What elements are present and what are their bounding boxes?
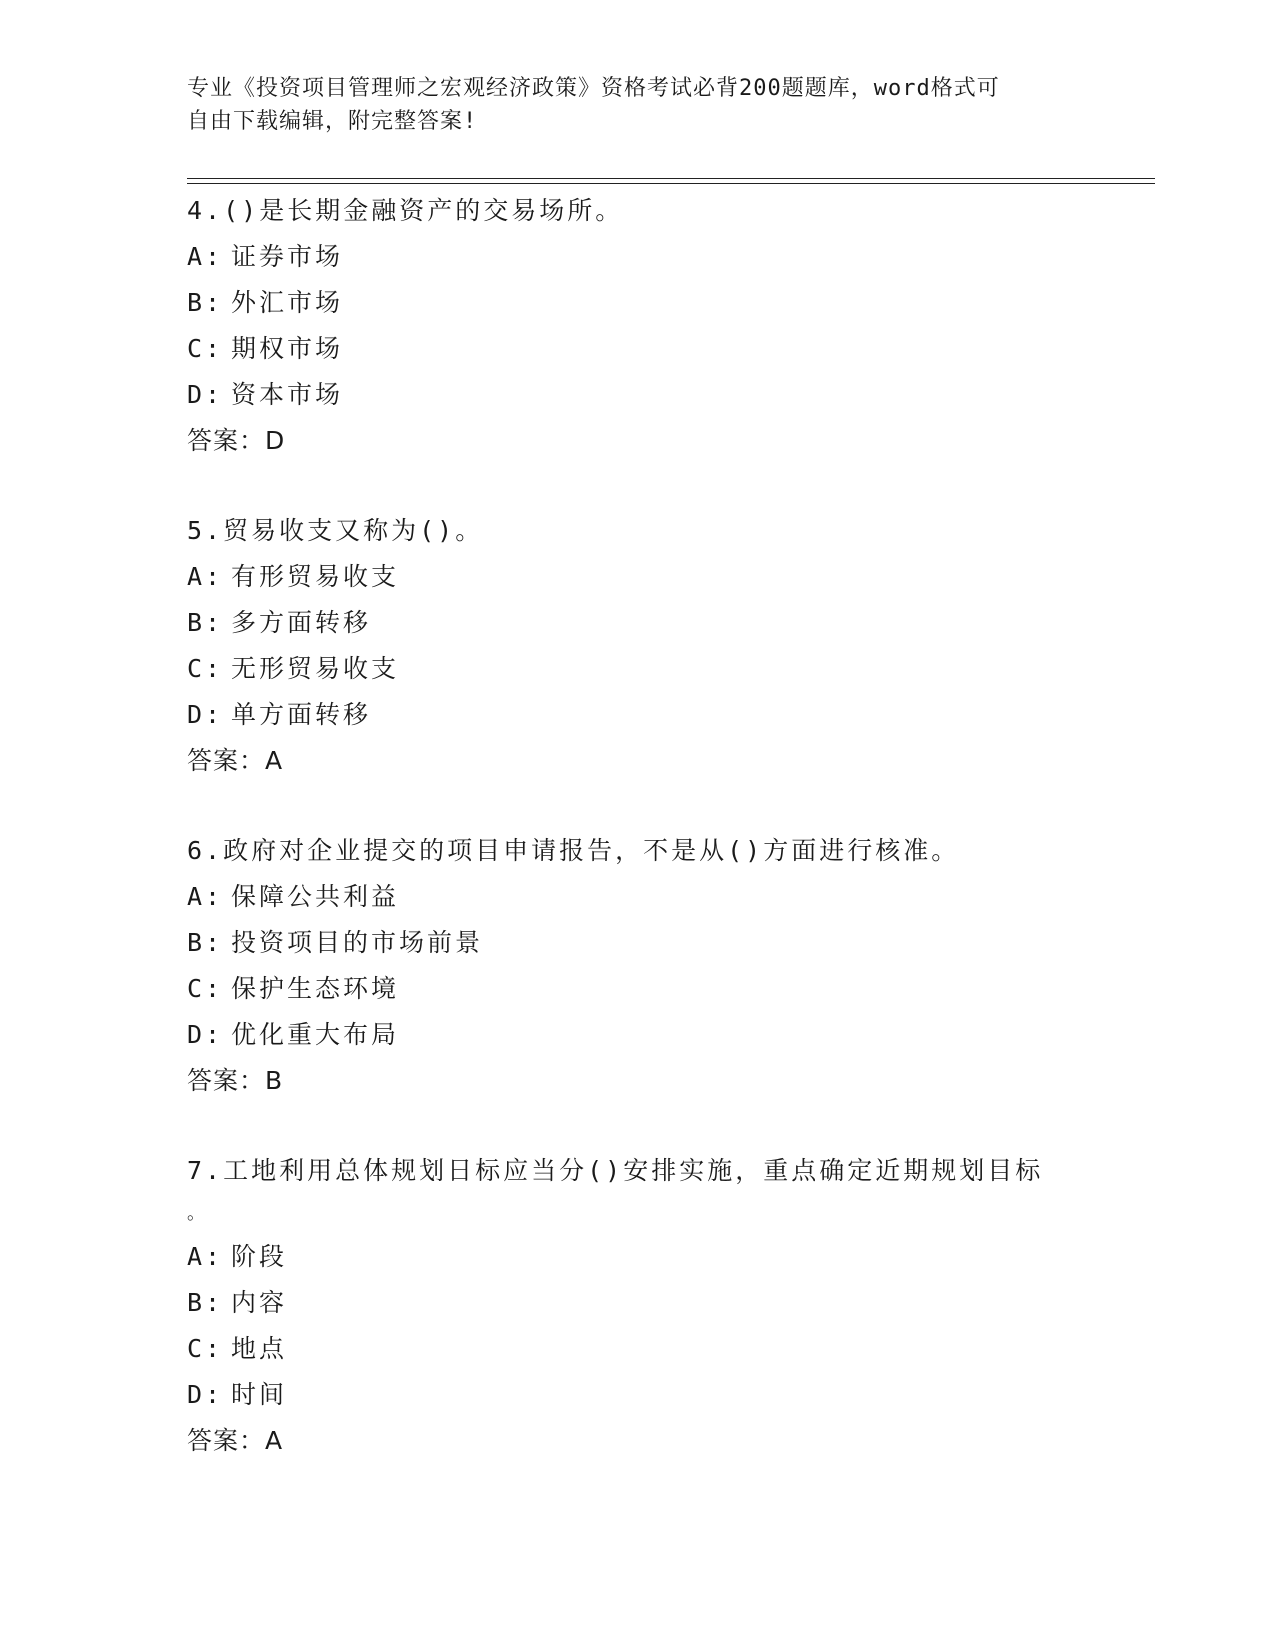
question-stem-continuation: 。 xyxy=(187,1203,208,1224)
option-c xyxy=(187,646,1087,692)
option-letter: A: xyxy=(187,242,224,271)
answer-line: 答案：A xyxy=(187,1426,284,1455)
option-letter: A: xyxy=(187,1242,224,1271)
option-letter: A: xyxy=(187,882,224,911)
option-text: 优化重大布局 xyxy=(231,1020,400,1049)
option-a xyxy=(187,1234,1087,1280)
option-b xyxy=(187,600,1087,646)
option-a xyxy=(187,234,1087,280)
option-d xyxy=(187,1012,1087,1058)
option-text: 多方面转移 xyxy=(231,608,372,637)
option-d xyxy=(187,372,1087,418)
question-stem: 6.政府对企业提交的项目申请报告，不是从()方面进行核准。 xyxy=(187,836,960,865)
option-text: 证券市场 xyxy=(231,242,344,271)
option-c xyxy=(187,1326,1087,1372)
option-text: 阶段 xyxy=(231,1242,288,1271)
option-letter: D: xyxy=(187,700,224,729)
option-d xyxy=(187,1372,1087,1418)
option-letter: B: xyxy=(187,608,224,637)
option-b xyxy=(187,1280,1087,1326)
option-text: 投资项目的市场前景 xyxy=(231,928,484,957)
question-6 xyxy=(187,828,1087,1104)
header-line-2: 自由下载编辑，附完整答案! xyxy=(187,109,478,134)
option-letter: B: xyxy=(187,1288,224,1317)
option-letter: D: xyxy=(187,1020,224,1049)
option-letter: B: xyxy=(187,928,224,957)
option-text: 保护生态环境 xyxy=(231,974,400,1003)
option-a xyxy=(187,874,1087,920)
option-text: 时间 xyxy=(231,1380,288,1409)
option-b xyxy=(187,280,1087,326)
document-header xyxy=(187,72,1087,138)
option-text: 地点 xyxy=(231,1334,288,1363)
option-b xyxy=(187,920,1087,966)
option-text: 资本市场 xyxy=(231,380,344,409)
option-d xyxy=(187,692,1087,738)
option-c xyxy=(187,966,1087,1012)
question-5 xyxy=(187,508,1087,784)
answer-line: 答案：A xyxy=(187,746,284,775)
answer-line: 答案：D xyxy=(187,426,286,455)
option-text: 保障公共利益 xyxy=(231,882,400,911)
header-divider-bottom xyxy=(187,183,1155,184)
option-letter: B: xyxy=(187,288,224,317)
question-stem: 5.贸易收支又称为()。 xyxy=(187,516,484,545)
option-text: 期权市场 xyxy=(231,334,344,363)
question-7 xyxy=(187,1148,1087,1464)
option-letter: C: xyxy=(187,974,224,1003)
option-text: 单方面转移 xyxy=(231,700,372,729)
option-letter: C: xyxy=(187,654,224,683)
option-a xyxy=(187,554,1087,600)
option-letter: C: xyxy=(187,334,224,363)
option-letter: C: xyxy=(187,1334,224,1363)
question-stem: 4.()是长期金融资产的交易场所。 xyxy=(187,196,624,225)
option-letter: D: xyxy=(187,1380,224,1409)
header-divider-top xyxy=(187,178,1155,179)
option-text: 无形贸易收支 xyxy=(231,654,400,683)
option-letter: A: xyxy=(187,562,224,591)
option-c xyxy=(187,326,1087,372)
header-line-1: 专业《投资项目管理师之宏观经济政策》资格考试必背200题题库，word格式可 xyxy=(187,76,1000,101)
option-text: 有形贸易收支 xyxy=(231,562,400,591)
answer-line: 答案：B xyxy=(187,1066,284,1095)
question-stem: 7.工地利用总体规划日标应当分()安排实施，重点确定近期规划目标 xyxy=(187,1156,1044,1185)
option-text: 外汇市场 xyxy=(231,288,344,317)
option-letter: D: xyxy=(187,380,224,409)
question-4 xyxy=(187,188,1087,464)
option-text: 内容 xyxy=(231,1288,288,1317)
